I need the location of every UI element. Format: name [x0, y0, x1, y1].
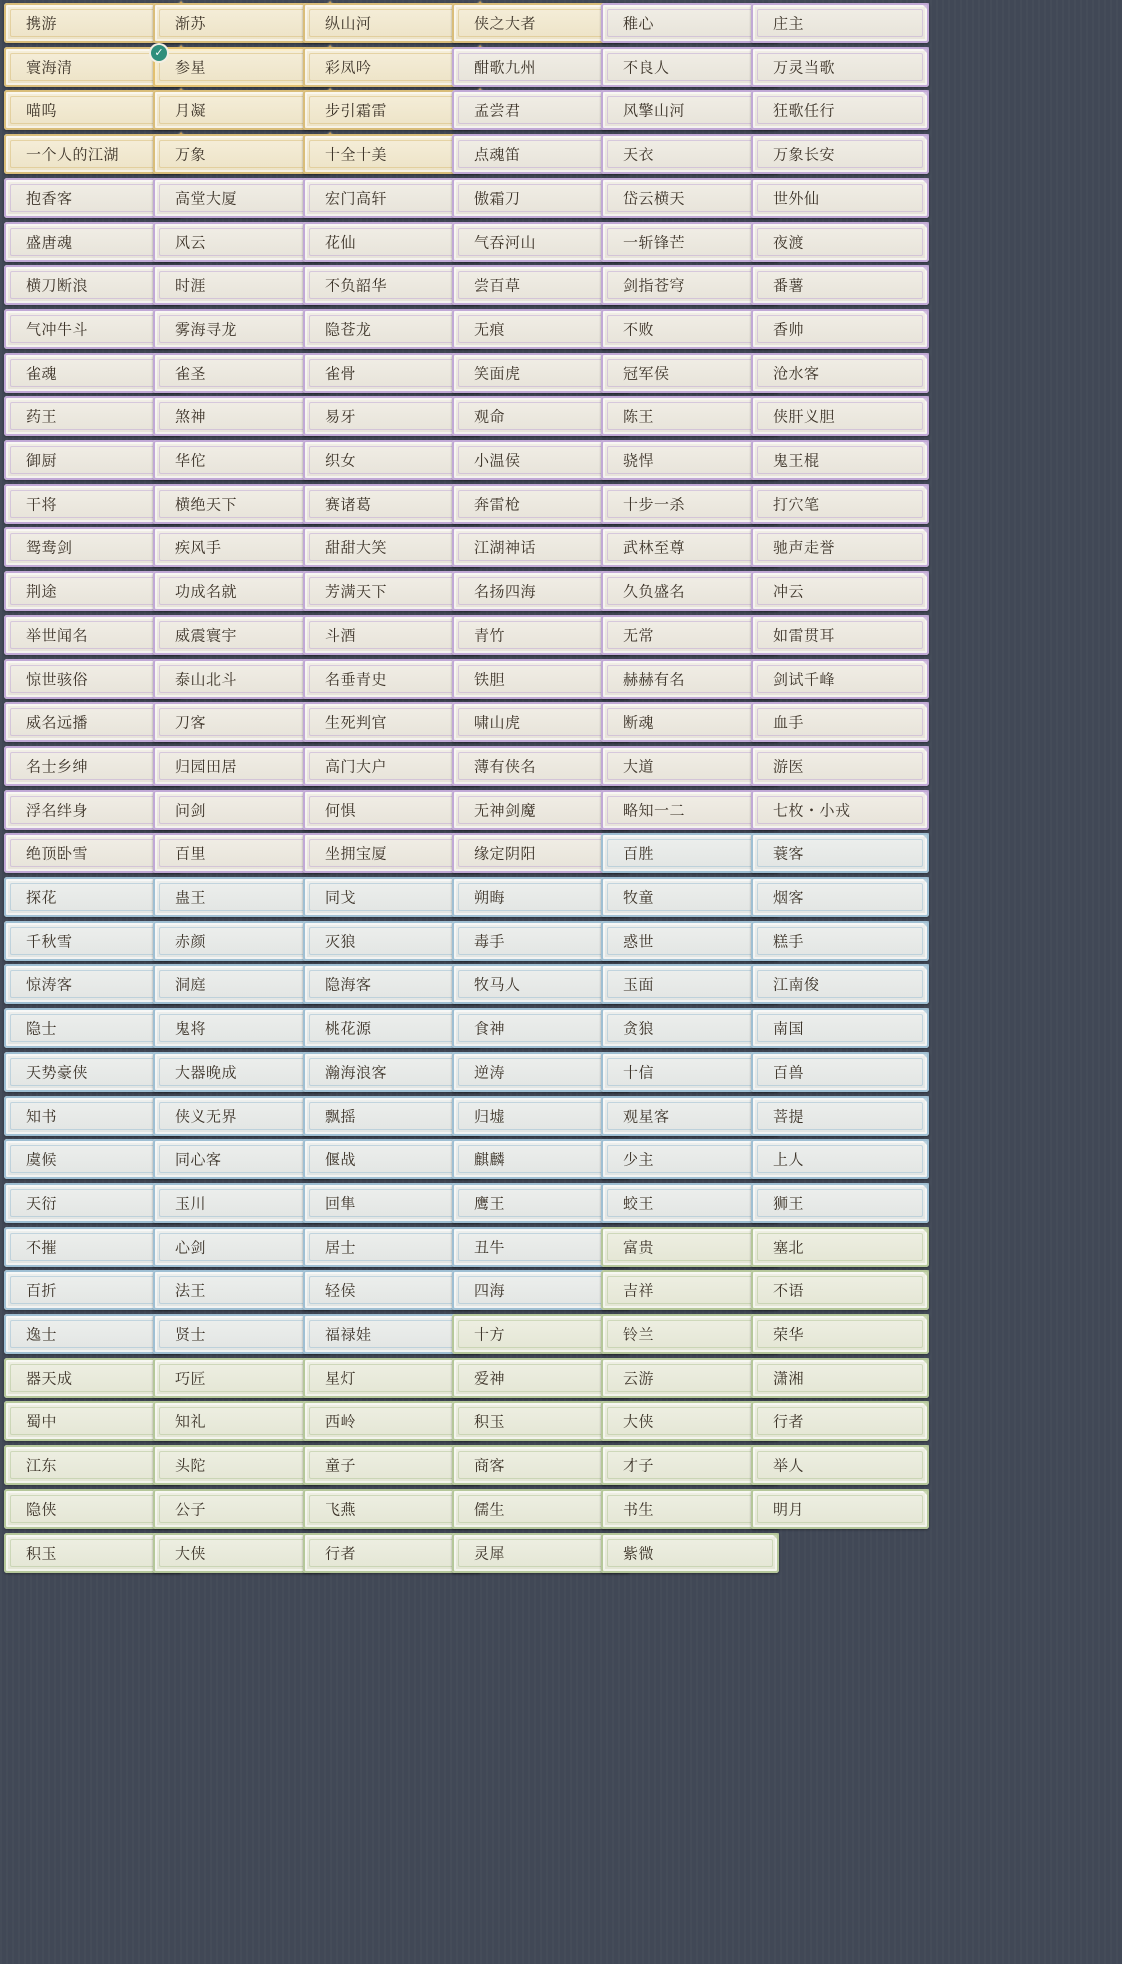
title-label: 荆途 [26, 582, 58, 601]
title-label: 十方 [474, 1325, 506, 1344]
title-label: 煞神 [175, 407, 207, 426]
title-label: 朔晦 [474, 888, 506, 907]
title-label: 刀客 [175, 713, 207, 732]
title-label: 喵呜 [26, 101, 58, 120]
title-label: 断魂 [623, 713, 655, 732]
title-label: 书生 [623, 1500, 655, 1519]
title-tile[interactable] [751, 746, 929, 786]
title-label: 笑面虎 [474, 364, 521, 383]
title-label: 十全十美 [325, 145, 388, 164]
title-label: 西岭 [325, 1412, 357, 1431]
title-label: 侠肝义胆 [773, 407, 836, 426]
title-label: 江湖神话 [474, 538, 537, 557]
title-label: 逸士 [26, 1325, 58, 1344]
title-label: 不负韶华 [325, 276, 388, 295]
title-label: 高堂大厦 [175, 189, 238, 208]
title-label: 何惧 [325, 801, 357, 820]
title-label: 童子 [325, 1456, 357, 1475]
title-label: 隐海客 [325, 975, 372, 994]
title-label: 瀚海浪客 [325, 1063, 388, 1082]
title-label: 隐士 [26, 1019, 58, 1038]
title-label: 横刀断浪 [26, 276, 89, 295]
title-label: 名垂青史 [325, 670, 388, 689]
title-label: 四海 [474, 1281, 506, 1300]
title-label: 星灯 [325, 1369, 357, 1388]
title-tile[interactable] [751, 47, 929, 87]
title-tile[interactable] [751, 1096, 929, 1136]
title-label: 名扬四海 [474, 582, 537, 601]
title-label: 大侠 [623, 1412, 655, 1431]
title-label: 偃战 [325, 1150, 357, 1169]
title-label: 浮名绊身 [26, 801, 89, 820]
title-label: 玉川 [175, 1194, 207, 1213]
title-label: 行者 [773, 1412, 805, 1431]
title-tile[interactable] [751, 1008, 929, 1048]
title-label: 点魂笛 [474, 145, 521, 164]
title-label: 芳满天下 [325, 582, 388, 601]
title-label: 天衣 [623, 145, 655, 164]
title-label: 剑试千峰 [773, 670, 836, 689]
title-label: 百里 [175, 844, 207, 863]
title-label: 月凝 [175, 101, 207, 120]
title-label: 归园田居 [175, 757, 238, 776]
title-tile[interactable] [751, 615, 929, 655]
title-label: 惑世 [623, 932, 655, 951]
title-tile[interactable] [751, 921, 929, 961]
title-label: 侠之大者 [474, 14, 537, 33]
title-label: 居士 [325, 1238, 357, 1257]
title-label: 七枚・小戎 [773, 801, 851, 820]
title-label: 步引霜雷 [325, 101, 388, 120]
title-label: 奔雷枪 [474, 495, 521, 514]
title-label: 雀圣 [175, 364, 207, 383]
title-label: 陈王 [623, 407, 655, 426]
title-label: 青竹 [474, 626, 506, 645]
title-label: 巧匠 [175, 1369, 207, 1388]
title-label: 宏门高轩 [325, 189, 388, 208]
title-label: 功成名就 [175, 582, 238, 601]
title-label: 时涯 [175, 276, 207, 295]
title-label: 器天成 [26, 1369, 73, 1388]
title-label: 威震寰宇 [175, 626, 238, 645]
title-label: 飘摇 [325, 1107, 357, 1126]
title-tile[interactable] [751, 790, 929, 830]
title-tile[interactable] [751, 134, 929, 174]
title-tile[interactable] [751, 877, 929, 917]
title-label: 贪狼 [623, 1019, 655, 1038]
title-label: 寰海清 [26, 58, 73, 77]
title-label: 问剑 [175, 801, 207, 820]
title-label: 如雷贯耳 [773, 626, 836, 645]
title-label: 血手 [773, 713, 805, 732]
title-label: 蛟王 [623, 1194, 655, 1213]
title-label: 同心客 [175, 1150, 222, 1169]
title-label: 无神剑魔 [474, 801, 537, 820]
title-label: 易牙 [325, 407, 357, 426]
title-tile[interactable] [751, 1401, 929, 1441]
title-label: 尝百草 [474, 276, 521, 295]
title-label: 不摧 [26, 1238, 58, 1257]
title-label: 灵犀 [474, 1544, 506, 1563]
title-label: 参星 [175, 58, 207, 77]
title-label: 孟尝君 [474, 101, 521, 120]
title-label: 才子 [623, 1456, 655, 1475]
title-label: 一个人的江湖 [26, 145, 120, 164]
title-label: 福禄娃 [325, 1325, 372, 1344]
title-label: 万象长安 [773, 145, 836, 164]
title-label: 抱香客 [26, 189, 73, 208]
title-label: 威名远播 [26, 713, 89, 732]
title-tile[interactable] [751, 659, 929, 699]
title-label: 彩凤吟 [325, 58, 372, 77]
title-label: 高门大户 [325, 757, 388, 776]
title-label: 大道 [623, 757, 655, 776]
title-label: 沧水客 [773, 364, 820, 383]
title-label: 牧马人 [474, 975, 521, 994]
title-label: 雀魂 [26, 364, 58, 383]
title-label: 万象 [175, 145, 207, 164]
title-label: 鬼将 [175, 1019, 207, 1038]
title-label: 武林至尊 [623, 538, 686, 557]
title-tile[interactable] [751, 964, 929, 1004]
title-label: 横绝天下 [175, 495, 238, 514]
title-label: 鸳鸯剑 [26, 538, 73, 557]
title-tile[interactable] [751, 1052, 929, 1092]
title-label: 惊涛客 [26, 975, 73, 994]
title-tile[interactable] [601, 1533, 779, 1573]
title-label: 公子 [175, 1500, 207, 1519]
title-label: 泰山北斗 [175, 670, 238, 689]
title-label: 斗酒 [325, 626, 357, 645]
title-label: 略知一二 [623, 801, 686, 820]
title-label: 天势豪侠 [26, 1063, 89, 1082]
title-label: 桃花源 [325, 1019, 372, 1038]
title-label: 儒生 [474, 1500, 506, 1519]
title-label: 紫微 [623, 1544, 655, 1563]
title-label: 花仙 [325, 233, 357, 252]
title-label: 丑牛 [474, 1238, 506, 1257]
title-label: 十信 [623, 1063, 655, 1082]
title-label: 风云 [175, 233, 207, 252]
title-label: 江东 [26, 1456, 58, 1475]
title-tile[interactable] [751, 309, 929, 349]
title-label: 岱云横天 [623, 189, 686, 208]
title-label: 啸山虎 [474, 713, 521, 732]
title-label: 绝顶卧雪 [26, 844, 89, 863]
title-tile[interactable] [751, 1270, 929, 1310]
title-tile[interactable] [751, 484, 929, 524]
title-label: 观星客 [623, 1107, 670, 1126]
title-label: 天衍 [26, 1194, 58, 1213]
title-label: 气吞河山 [474, 233, 537, 252]
title-label: 贤士 [175, 1325, 207, 1344]
title-label: 轻侯 [325, 1281, 357, 1300]
title-label: 无常 [623, 626, 655, 645]
title-label: 纵山河 [325, 14, 372, 33]
title-label: 不良人 [623, 58, 670, 77]
title-label: 冲云 [773, 582, 805, 601]
title-tile[interactable] [751, 1445, 929, 1485]
title-label: 法王 [175, 1281, 207, 1300]
title-label: 驰声走誉 [773, 538, 836, 557]
title-tile[interactable] [751, 1183, 929, 1223]
title-label: 知书 [26, 1107, 58, 1126]
title-label: 洞庭 [175, 975, 207, 994]
title-label: 隐苍龙 [325, 320, 372, 339]
title-tile[interactable] [751, 1139, 929, 1179]
title-tile[interactable] [751, 440, 929, 480]
title-label: 傲霜刀 [474, 189, 521, 208]
title-label: 铁胆 [474, 670, 506, 689]
title-label: 麒麟 [474, 1150, 506, 1169]
title-label: 香帅 [773, 320, 805, 339]
title-tile[interactable] [751, 353, 929, 393]
title-label: 虞候 [26, 1150, 58, 1169]
title-label: 坐拥宝厦 [325, 844, 388, 863]
title-label: 头陀 [175, 1456, 207, 1475]
title-label: 鹰王 [474, 1194, 506, 1213]
title-label: 冠军侯 [623, 364, 670, 383]
title-label: 举世闻名 [26, 626, 89, 645]
title-label: 牧童 [623, 888, 655, 907]
title-label: 爱神 [474, 1369, 506, 1388]
title-tile[interactable] [751, 527, 929, 567]
title-label: 荣华 [773, 1325, 805, 1344]
title-label: 侠义无界 [175, 1107, 238, 1126]
title-label: 赛诸葛 [325, 495, 372, 514]
title-label: 疾风手 [175, 538, 222, 557]
title-label: 食神 [474, 1019, 506, 1038]
title-label: 大器晚成 [175, 1063, 238, 1082]
title-label: 大侠 [175, 1544, 207, 1563]
title-label: 吉祥 [623, 1281, 655, 1300]
title-label: 酣歌九州 [474, 58, 537, 77]
title-label: 烟客 [773, 888, 805, 907]
title-label: 积玉 [474, 1412, 506, 1431]
title-label: 庄主 [773, 14, 805, 33]
title-label: 回隼 [325, 1194, 357, 1213]
title-label: 观命 [474, 407, 506, 426]
title-label: 一斩锋芒 [623, 233, 686, 252]
title-label: 风擎山河 [623, 101, 686, 120]
title-label: 盛唐魂 [26, 233, 73, 252]
title-label: 鬼王棍 [773, 451, 820, 470]
title-tile[interactable] [751, 396, 929, 436]
title-label: 上人 [773, 1150, 805, 1169]
title-tile[interactable] [751, 833, 929, 873]
title-label: 蛊王 [175, 888, 207, 907]
title-label: 无痕 [474, 320, 506, 339]
title-label: 气冲牛斗 [26, 320, 89, 339]
title-label: 不败 [623, 320, 655, 339]
title-tile[interactable] [751, 1314, 929, 1354]
title-label: 心剑 [175, 1238, 207, 1257]
title-label: 隐侠 [26, 1500, 58, 1519]
title-label: 剑指苍穹 [623, 276, 686, 295]
title-label: 赫赫有名 [623, 670, 686, 689]
title-label: 骁悍 [623, 451, 655, 470]
title-label: 番薯 [773, 276, 805, 295]
title-tile[interactable] [751, 222, 929, 262]
title-label: 薄有侠名 [474, 757, 537, 776]
title-label: 狮王 [773, 1194, 805, 1213]
title-label: 药王 [26, 407, 58, 426]
title-label: 江南俊 [773, 975, 820, 994]
title-label: 世外仙 [773, 189, 820, 208]
title-label: 少主 [623, 1150, 655, 1169]
title-label: 探花 [26, 888, 58, 907]
title-label: 久负盛名 [623, 582, 686, 601]
title-tile[interactable] [751, 90, 929, 130]
title-tile[interactable] [751, 1227, 929, 1267]
title-label: 万灵当歌 [773, 58, 836, 77]
title-tile[interactable] [751, 702, 929, 742]
title-label: 逆涛 [474, 1063, 506, 1082]
title-label: 赤颜 [175, 932, 207, 951]
title-tile[interactable] [751, 1358, 929, 1398]
title-tile[interactable] [751, 178, 929, 218]
title-label: 打穴笔 [773, 495, 820, 514]
title-label: 知礼 [175, 1412, 207, 1431]
title-label: 御厨 [26, 451, 58, 470]
title-label: 行者 [325, 1544, 357, 1563]
title-label: 织女 [325, 451, 357, 470]
title-label: 游医 [773, 757, 805, 776]
title-tile[interactable] [751, 571, 929, 611]
title-label: 渐苏 [175, 14, 207, 33]
title-label: 不语 [773, 1281, 805, 1300]
title-label: 携游 [26, 14, 58, 33]
title-label: 潇湘 [773, 1369, 805, 1388]
title-label: 玉面 [623, 975, 655, 994]
title-label: 缘定阴阳 [474, 844, 537, 863]
title-label: 菩提 [773, 1107, 805, 1126]
title-tile[interactable] [751, 1489, 929, 1529]
title-label: 夜渡 [773, 233, 805, 252]
title-label: 蜀中 [26, 1412, 58, 1431]
title-label: 灭狼 [325, 932, 357, 951]
title-label: 惊世骇俗 [26, 670, 89, 689]
title-label: 举人 [773, 1456, 805, 1475]
title-label: 飞燕 [325, 1500, 357, 1519]
check-icon: ✓ [151, 45, 167, 61]
title-label: 干将 [26, 495, 58, 514]
title-label: 明月 [773, 1500, 805, 1519]
title-label: 南国 [773, 1019, 805, 1038]
title-label: 十步一杀 [623, 495, 686, 514]
title-label: 雾海寻龙 [175, 320, 238, 339]
title-label: 富贵 [623, 1238, 655, 1257]
title-label: 铃兰 [623, 1325, 655, 1344]
title-label: 狂歌任行 [773, 101, 836, 120]
title-label: 百折 [26, 1281, 58, 1300]
title-label: 积玉 [26, 1544, 58, 1563]
title-tile[interactable] [751, 3, 929, 43]
title-label: 毒手 [474, 932, 506, 951]
title-label: 华佗 [175, 451, 207, 470]
title-label: 雀骨 [325, 364, 357, 383]
title-label: 甜甜大笑 [325, 538, 388, 557]
title-label: 蓑客 [773, 844, 805, 863]
title-label: 生死判官 [325, 713, 388, 732]
title-label: 小温侯 [474, 451, 521, 470]
title-label: 百兽 [773, 1063, 805, 1082]
title-label: 塞北 [773, 1238, 805, 1257]
title-label: 同戈 [325, 888, 357, 907]
title-label: 名士乡绅 [26, 757, 89, 776]
title-label: 云游 [623, 1369, 655, 1388]
title-label: 稚心 [623, 14, 655, 33]
title-label: 归墟 [474, 1107, 506, 1126]
title-label: 糕手 [773, 932, 805, 951]
title-label: 商客 [474, 1456, 506, 1475]
title-label: 百胜 [623, 844, 655, 863]
title-tile[interactable] [751, 265, 929, 305]
title-label: 千秋雪 [26, 932, 73, 951]
